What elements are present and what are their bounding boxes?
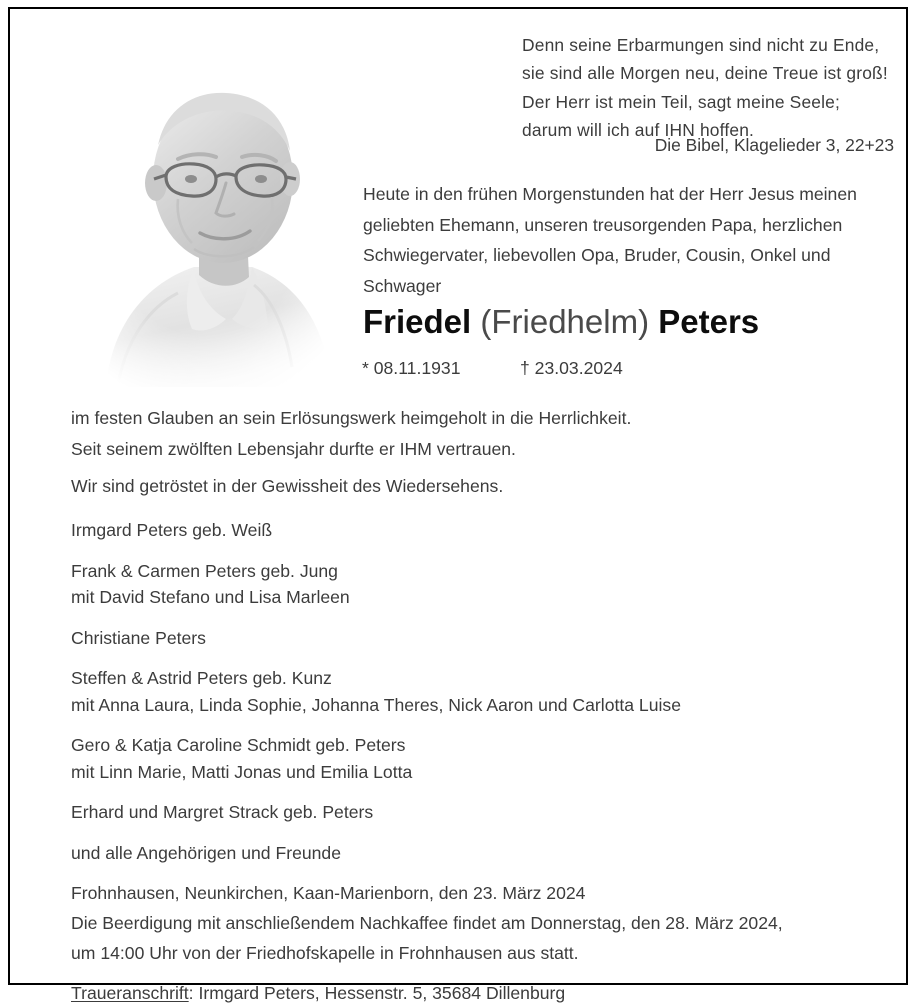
deceased-last-name: Peters bbox=[658, 303, 760, 340]
verse-line: Der Herr ist mein Teil, sagt meine Seele; bbox=[522, 91, 841, 112]
mourners-list bbox=[71, 517, 871, 866]
birth-date: * 08.11.1931 bbox=[362, 358, 461, 378]
mourner-primary: und alle Angehörigen und Freunde bbox=[71, 842, 341, 863]
verse-line: sie sind alle Morgen neu, deine Treue ist groß! bbox=[522, 63, 888, 84]
deceased-first-name: Friedel bbox=[363, 303, 472, 340]
deceased-name bbox=[363, 301, 903, 343]
mourner-primary: Erhard und Margret Strack geb. Peters bbox=[71, 802, 374, 822]
mourner-primary: Steffen & Astrid Peters geb. Kunz bbox=[71, 668, 332, 688]
mourner-primary: Frank & Carmen Peters geb. Jung bbox=[71, 560, 338, 581]
verse-line: darum will ich auf IHN hoffen. bbox=[522, 120, 755, 141]
mourning-address-value: Irmgard Peters, Hessenstr. 5, 35684 Dillenburg bbox=[198, 983, 566, 1003]
funeral-details-line-2: um 14:00 Uhr von der Friedhofskapelle in Frohnhausen aus statt. bbox=[71, 943, 579, 963]
mourner-entry bbox=[71, 625, 871, 652]
bible-verse bbox=[522, 31, 894, 145]
portrait-photo bbox=[66, 67, 342, 387]
mourner-entry bbox=[71, 517, 871, 544]
mourner-primary: Christiane Peters bbox=[71, 627, 206, 648]
verse-line: Denn seine Erbarmungen sind nicht zu Ende, bbox=[522, 35, 880, 55]
mourner-entry bbox=[71, 840, 871, 867]
funeral-details-line-1: Die Beerdigung mit anschließendem Nachkaffee findet am Donnerstag, den 28. März 2024, bbox=[71, 913, 783, 933]
mourner-primary: Gero & Katja Caroline Schmidt geb. Peters bbox=[71, 735, 406, 755]
mourner-secondary: mit Linn Marie, Matti Jonas und Emilia Lotta bbox=[71, 761, 413, 782]
mourner-secondary: mit Anna Laura, Linda Sophie, Johanna Theres, Nick Aaron und Carlotta Luise bbox=[71, 694, 681, 715]
deceased-alternate-name: (Friedhelm) bbox=[480, 303, 650, 340]
verse-attribution: Die Bibel, Klagelieder 3, 22+23 bbox=[654, 135, 894, 155]
closing-block bbox=[71, 878, 871, 1008]
body-line-2: Seit seinem zwölften Lebensjahr durfte er IHM vertrauen. bbox=[71, 438, 516, 459]
mourner-secondary: mit David Stefano und Lisa Marleen bbox=[71, 587, 350, 607]
intro-paragraph: Heute in den frühen Morgenstunden hat der Herr Jesus meinen geliebten Ehemann, unseren treusorgenden Papa, herzlichen Schwiegervater, liebevollen Opa, Bruder, Cousin, Onkel und Schwager bbox=[363, 184, 857, 296]
mourning-address-label: Traueranschrift bbox=[71, 983, 189, 1003]
life-dates bbox=[362, 355, 902, 381]
mourner-primary: Irmgard Peters geb. Weiß bbox=[71, 520, 273, 540]
place-and-date: Frohnhausen, Neunkirchen, Kaan-Marienborn, den 23. März 2024 bbox=[71, 883, 586, 903]
mourning-address-separator: : bbox=[188, 983, 199, 1003]
mourner-entry bbox=[71, 799, 871, 826]
mourning-address bbox=[71, 978, 871, 1008]
obituary-card bbox=[8, 7, 908, 1003]
body-line-1: im festen Glauben an sein Erlösungswerk heimgeholt in die Herrlichkeit. bbox=[71, 408, 632, 428]
mourner-entry bbox=[71, 558, 871, 611]
death-date: † 23.03.2024 bbox=[520, 358, 623, 378]
mourner-entry bbox=[71, 732, 871, 785]
mourner-entry bbox=[71, 665, 871, 718]
body-line-3: Wir sind getröstet in der Gewissheit des Wiedersehens. bbox=[71, 476, 504, 496]
body-text bbox=[71, 403, 871, 502]
